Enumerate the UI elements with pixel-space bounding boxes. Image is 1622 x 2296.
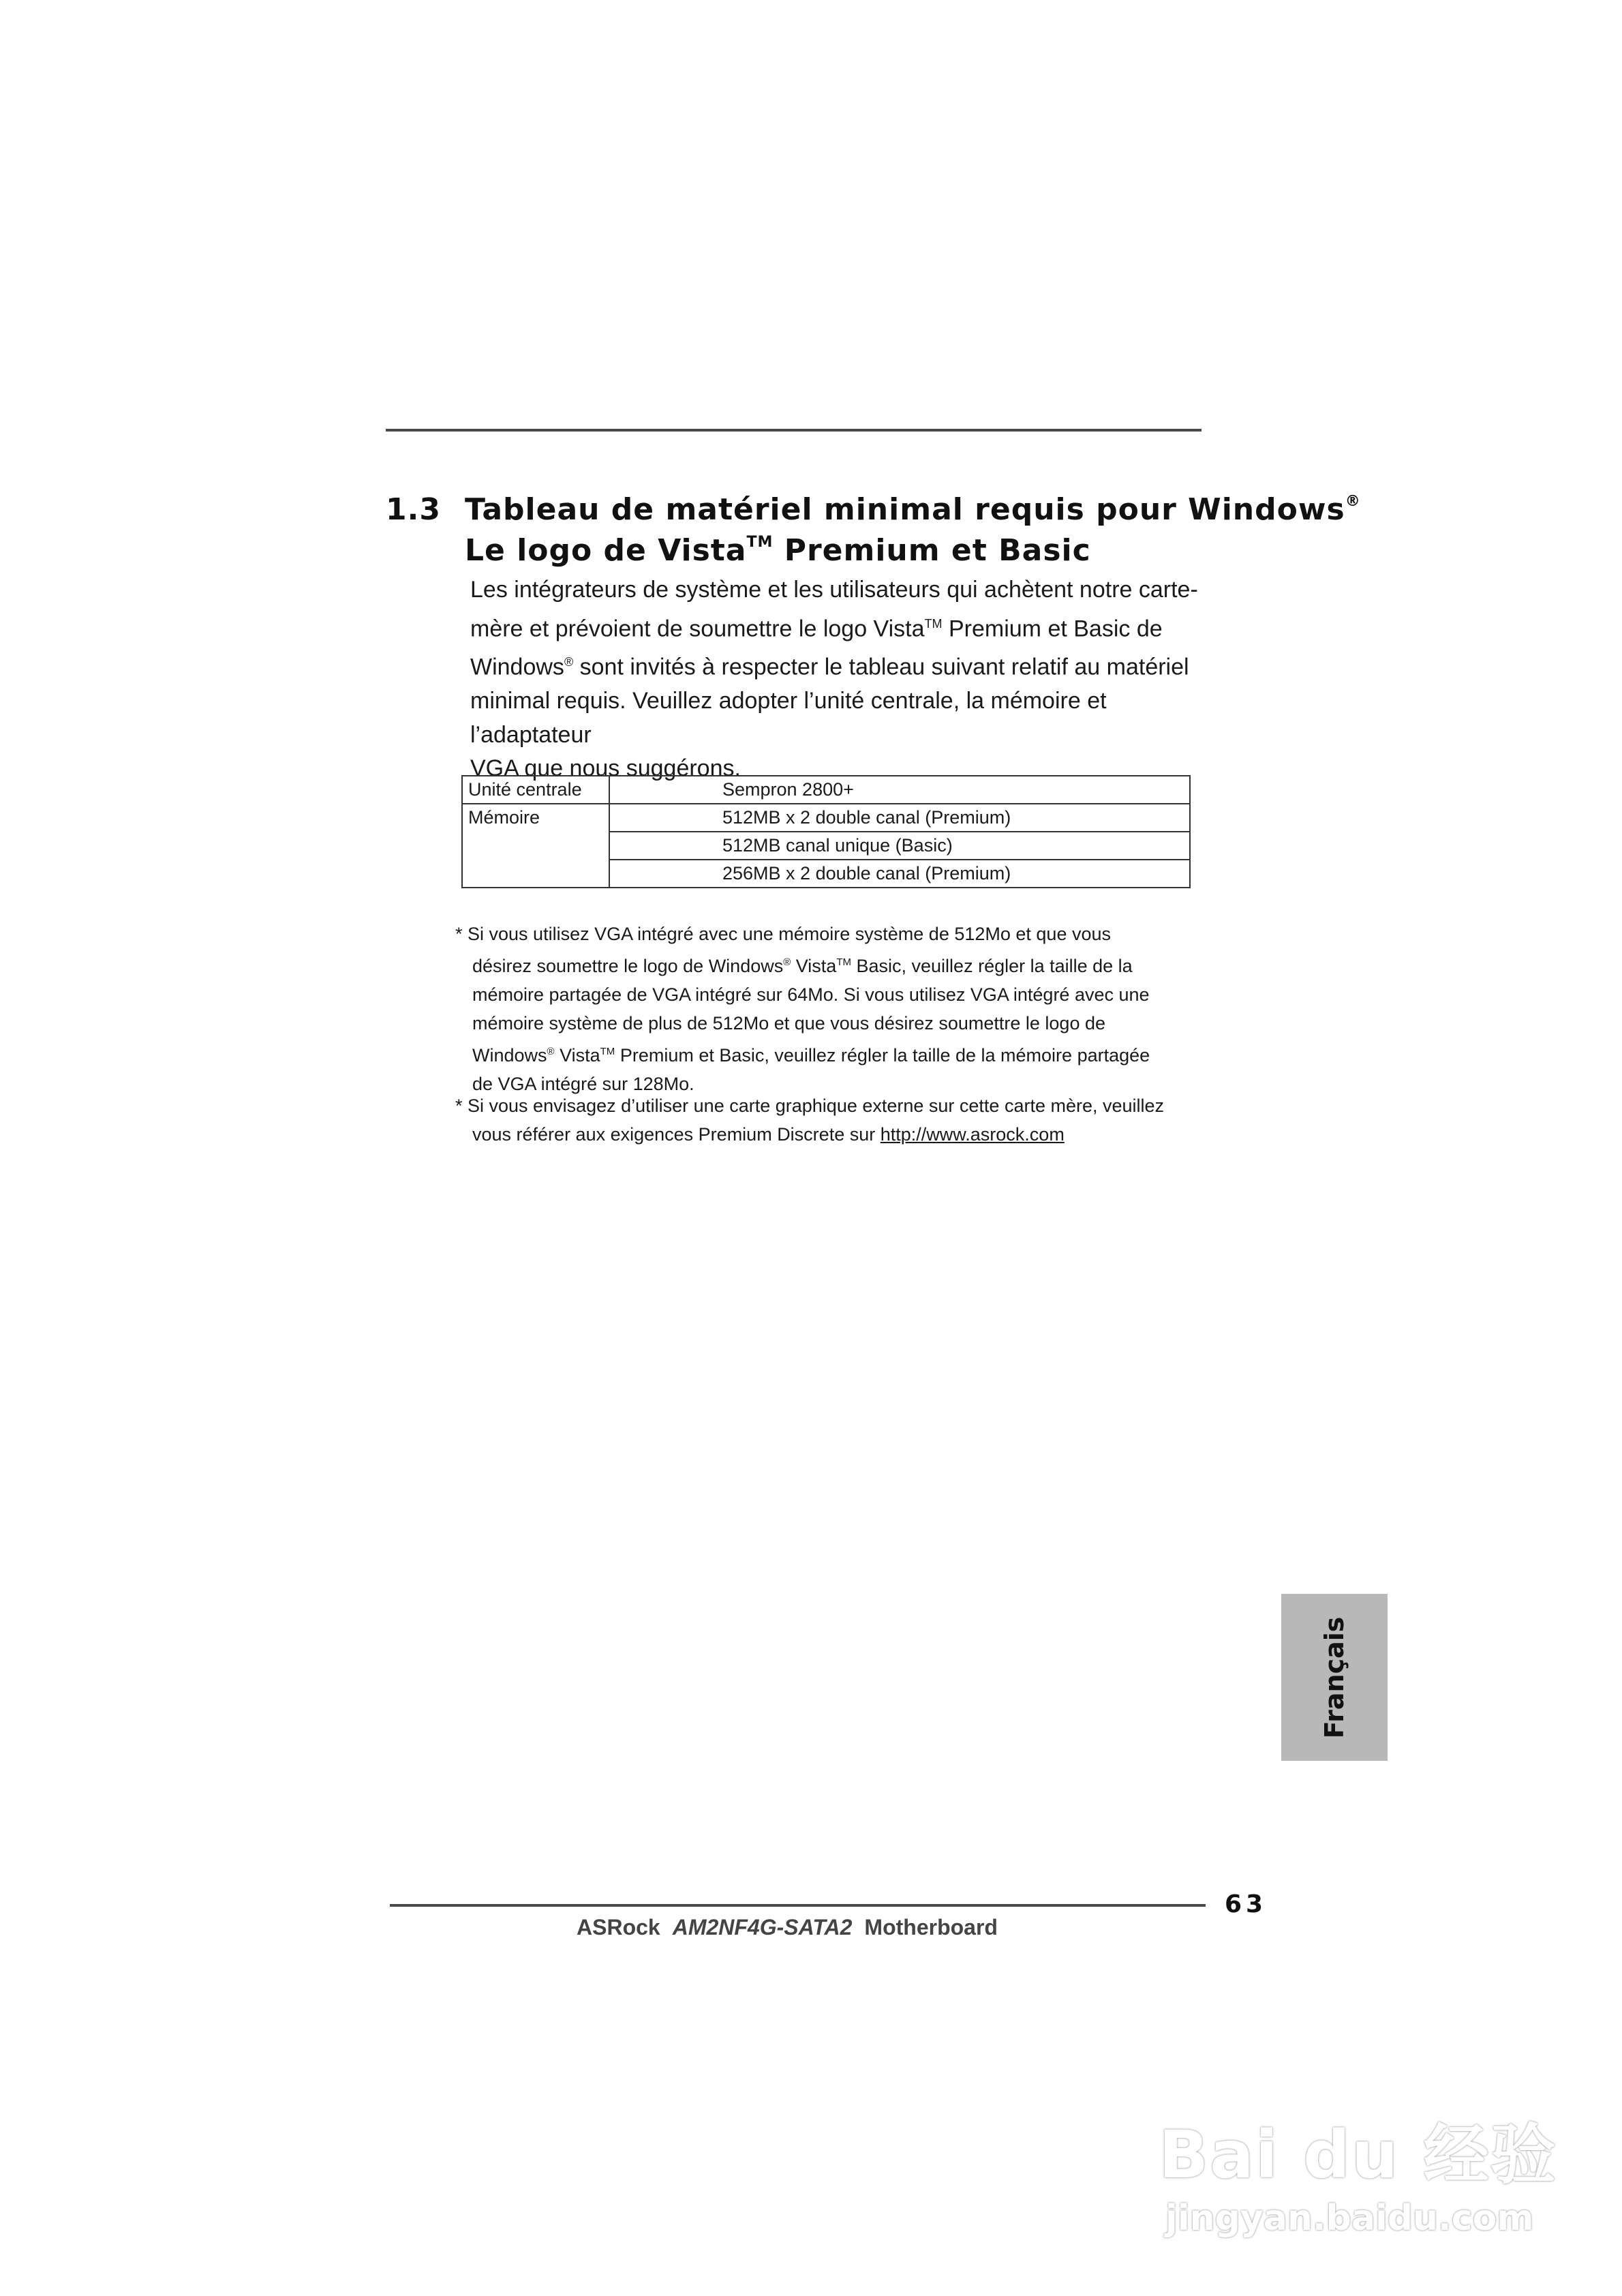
page-number: 63 bbox=[1225, 1890, 1268, 1918]
table-cell-label: Unité centrale bbox=[462, 776, 609, 804]
table-cell-value: 256MB x 2 double canal (Premium) bbox=[609, 860, 1190, 888]
requirements-table bbox=[461, 775, 1191, 888]
header-rule bbox=[386, 429, 1202, 432]
footer-caption: ASRock AM2NF4G-SATA2 Motherboard bbox=[577, 1915, 998, 1939]
section-title-line1: Tableau de matériel minimal requis pour Windows® bbox=[465, 492, 1361, 527]
table-row bbox=[462, 804, 1190, 832]
intro-paragraph: Les intégrateurs de système et les utilisateurs qui achètent notre carte- mère et prévoient de soumettre le logo Vista™ Premium et Basic de Windows® sont invités à respecter le tableau suivant relatif au matériel minimal requis. Veuillez adopter l’unité centrale, la mémoire et l’adaptateur VGA que nous suggérons. bbox=[470, 577, 1198, 782]
table-cell-value: Sempron 2800+ bbox=[609, 776, 1190, 804]
table-cell-value: 512MB canal unique (Basic) bbox=[609, 832, 1190, 860]
language-tab bbox=[1281, 1594, 1388, 1761]
asrock-link[interactable]: http://www.asrock.com bbox=[880, 1124, 1065, 1145]
section-number: 1.3 bbox=[386, 492, 441, 527]
table-row bbox=[462, 776, 1190, 804]
note-external-graphics: * Si vous envisagez d’utiliser une carte graphique externe sur cette carte mère, veuillez vous référer aux exigences Premium Discrete sur http://www.asrock.com bbox=[455, 1096, 1165, 1145]
note-vga-memory: * Si vous utilisez VGA intégré avec une mémoire système de 512Mo et que vous désirez soumettre le logo de Windows® Vista™ Basic, veuillez régler la taille de la mémoire partagée de VGA intégré sur 64Mo. Si vous utilisez VGA intégré avec une mémoire système de plus de 512Mo et que vous désirez soumettre le logo de Windows® Vista™ Premium et Basic, veuillez régler la taille de la mémoire partagée de VGA intégré sur 128Mo. bbox=[455, 924, 1150, 1094]
table-cell-label: Mémoire bbox=[462, 804, 609, 888]
footer-rule bbox=[390, 1904, 1206, 1907]
baidu-watermark: Bai du 经验 jingyan.baidu.com bbox=[1159, 2117, 1557, 2239]
table-cell-value: 512MB x 2 double canal (Premium) bbox=[609, 804, 1190, 832]
section-title-line2: Le logo de Vista™ Premium et Basic bbox=[465, 533, 1091, 568]
language-tab-label: Français bbox=[1319, 1616, 1349, 1738]
